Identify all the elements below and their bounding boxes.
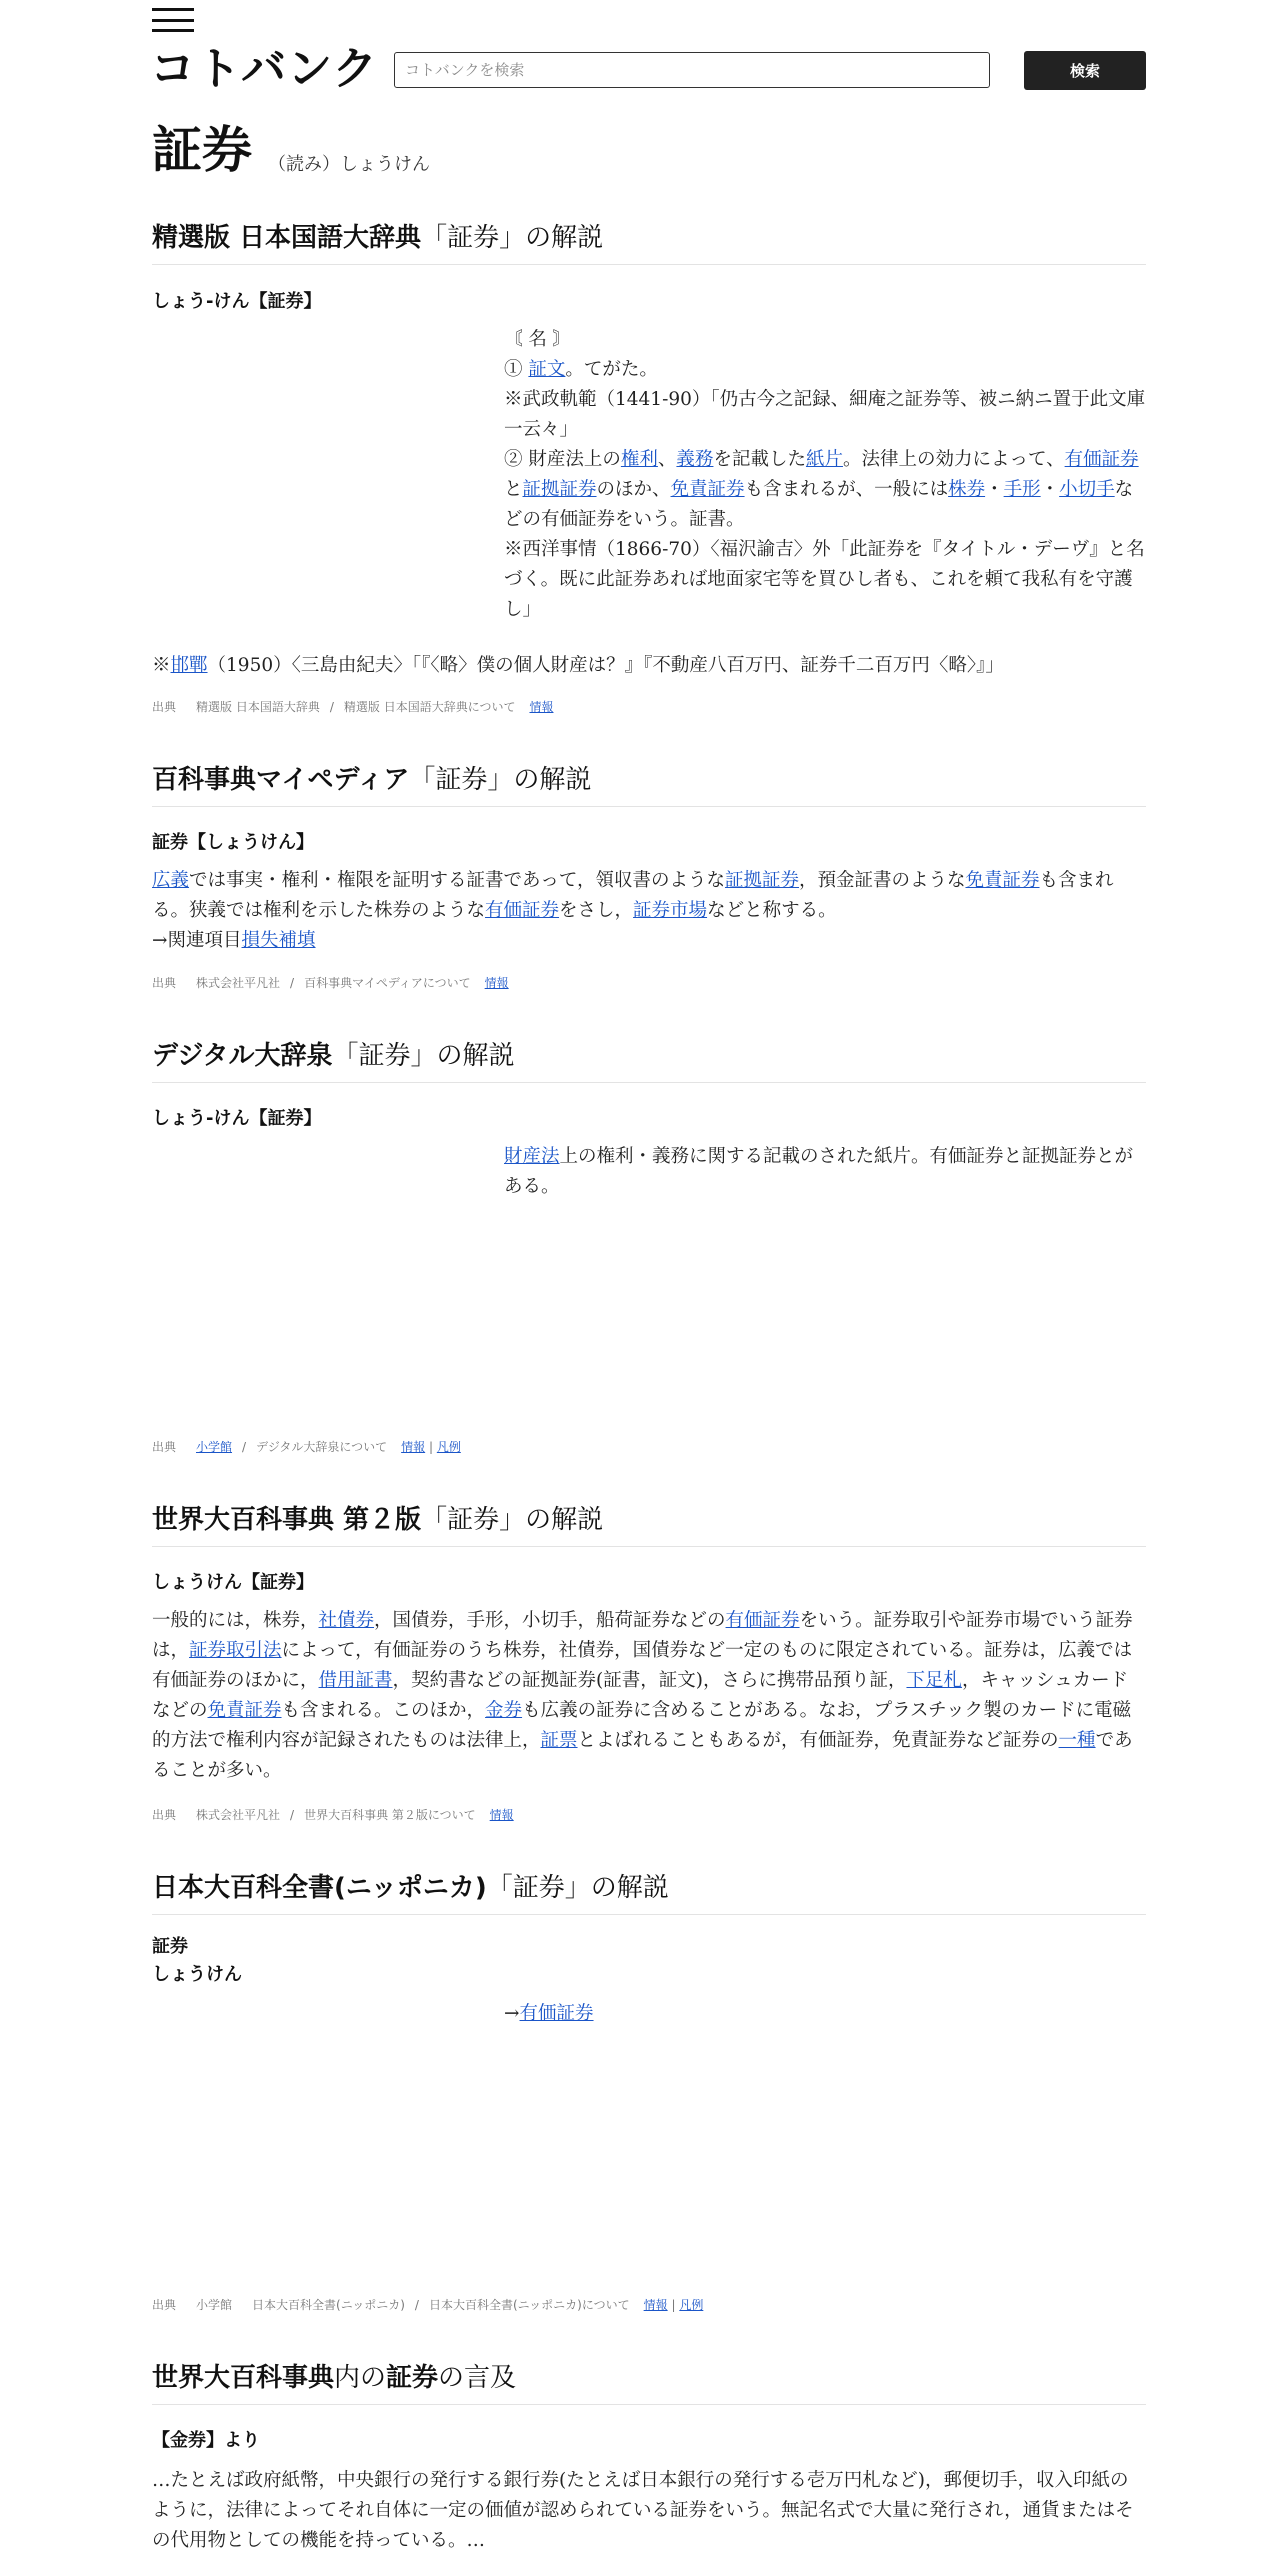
link-shasaiken[interactable]: 社債券	[318, 1610, 375, 1631]
citation-2: ※西洋事情（1866‐70）〈福沢諭吉〉外「此証券を『タイトル・デーヴ』と名づく。既に此証券あれば地面家宅等を買ひし者も、これを頼て我私有を守護し」	[504, 539, 1145, 620]
definition-body: 広義では事実・権利・権限を証明する証書であって，領収書のような証拠証券，預金証書のような免責証券も含まれる。狭義では権利を示した株券のような有価証券をさし，証券市場などと称する。 →関連項目損失補填	[152, 866, 1146, 956]
link-kogitte[interactable]: 小切手	[1059, 479, 1115, 500]
link-shoko-shoken[interactable]: 証拠証券	[522, 479, 597, 500]
definition-body: 財産法上の権利・義務に関する記載のされた紙片。有価証券と証拠証券とがある。	[504, 1146, 1134, 1197]
link-kantan[interactable]: 邯鄲	[170, 655, 208, 676]
link-shihen[interactable]: 紙片	[805, 449, 843, 470]
related-items: →関連項目損失補填	[152, 930, 316, 951]
citation-1: ※武政軌範（1441‐90）「仍古今之記録、細庵之証券等、被ニ納ニ置于此文庫一云々」	[504, 389, 1146, 440]
info-link[interactable]: 情報	[529, 700, 554, 714]
info-link[interactable]: 情報	[401, 1440, 426, 1454]
link-yuka-shoken[interactable]: 有価証券	[485, 900, 560, 921]
search-button[interactable]: 検索	[1024, 51, 1146, 90]
entry-headword: 証券	[152, 1936, 188, 1957]
link-yuka-shoken[interactable]: 有価証券	[519, 2003, 594, 2024]
source-line: 出典 精選版 日本国語大辞典 / 精選版 日本国語大辞典について 情報	[152, 700, 554, 714]
source-line: 出典 株式会社平凡社 / 百科事典マイペディアについて 情報	[152, 976, 509, 990]
link-shohyo[interactable]: 証票	[540, 1730, 578, 1751]
link-yuka-shoken[interactable]: 有価証券	[725, 1610, 800, 1631]
definition-1: ① 証文。てがた。	[504, 359, 658, 380]
link-kougi[interactable]: 広義	[152, 870, 190, 891]
section-heading-daijisen: デジタル大辞泉「証券」の解説	[152, 1036, 1146, 1083]
link-kinken[interactable]: 金券	[485, 1700, 523, 1721]
publisher-link[interactable]: 小学館	[196, 1440, 233, 1454]
link-kabuken[interactable]: 株券	[948, 479, 986, 500]
link-gesokufuda[interactable]: 下足札	[906, 1670, 962, 1691]
page-title: 証券	[152, 121, 252, 179]
definition-body: →有価証券	[504, 2003, 594, 2024]
mention-source: 【金券】より	[152, 2430, 260, 2451]
entry-headword: しょうけん【証券】	[152, 1572, 314, 1593]
dictionary-name: 百科事典マイペディア	[152, 765, 410, 795]
hanrei-link[interactable]: 凡例	[436, 1440, 461, 1454]
link-zaisanho[interactable]: 財産法	[504, 1146, 560, 1167]
section-heading-seisenban	[152, 218, 1146, 265]
link-gimu[interactable]: 義務	[676, 449, 714, 470]
definition-2: ② 財産法上の権利、義務を記載した紙片。法律上の効力によって、有価証券と証拠証券のほか、免責証券も含まれるが、一般には株券・手形・小切手などの有価証券をいう。証書。	[504, 449, 1139, 530]
link-shoumon[interactable]: 証文	[528, 359, 566, 380]
section-heading-mypedia: 百科事典マイペディア「証券」の解説	[152, 760, 1146, 807]
word-reading: （読み）しょうけん	[268, 154, 430, 175]
link-shoko-shoken[interactable]: 証拠証券	[724, 870, 799, 891]
hanrei-link[interactable]: 凡例	[679, 2298, 704, 2312]
section-heading-mentions: 世界大百科事典内の証券の言及	[152, 2358, 1146, 2405]
info-link[interactable]: 情報	[484, 976, 509, 990]
link-menseki-shoken[interactable]: 免責証券	[670, 479, 745, 500]
search-input[interactable]	[394, 52, 990, 88]
definition-body: 一般的には，株券，社債券，国債券，手形，小切手，船荷証券などの有価証券をいう。証券取引や証券市場でいう証券は，証券取引法によって，有価証券のうち株券，社債券，国債券など一定のものに限定されている。証券は，広義では有価証券のほかに，借用証書，契約書などの証拠証券(証書，証文)，さらに携帯品預り証，下足札，キャッシュカードなどの免責証券も含まれる。このほか，金券も広義の証券に含めることがある。なお，プラスチック製のカードに電磁的方法で権利内容が記録されたものは法律上，証票とよばれることもあるが，有価証券，免責証券など証券の一種であることが多い。	[152, 1610, 1133, 1781]
hamburger-menu-icon[interactable]	[152, 8, 194, 32]
dictionary-name: 精選版 日本国語大辞典	[152, 223, 422, 253]
link-menseki-shoken[interactable]: 免責証券	[965, 870, 1040, 891]
mention-excerpt: …たとえば政府紙幣，中央銀行の発行する銀行券(たとえば日本銀行の発行する壱万円札など)，郵便切手，収入印紙のように，法律によってそれ自体に一定の価値が認められている証券をいう。無記名式で大量に発行され，通貨またはその代用物としての機能を持っている。…	[152, 2470, 1134, 2551]
link-kenri[interactable]: 権利	[620, 449, 658, 470]
dictionary-name: デジタル大辞泉	[152, 1041, 333, 1071]
link-shakuyo-shosho[interactable]: 借用証書	[318, 1670, 393, 1691]
definition-body	[504, 325, 1146, 625]
site-logo[interactable]: コトバンク	[150, 42, 379, 95]
info-link[interactable]: 情報	[489, 1808, 514, 1822]
entry-headword: 証券【しょうけん】	[152, 832, 314, 853]
link-tegata[interactable]: 手形	[1003, 479, 1041, 500]
source-line: 出典 小学館 日本大百科全書(ニッポニカ) / 日本大百科全書(ニッポニカ)について 情報 | 凡例	[152, 2298, 704, 2312]
entry-reading: しょうけん	[152, 1964, 242, 1985]
source-line: 出典 株式会社平凡社 / 世界大百科事典 第２版について 情報	[152, 1808, 514, 1822]
info-link[interactable]: 情報	[643, 2298, 668, 2312]
link-menseki-shoken[interactable]: 免責証券	[207, 1700, 282, 1721]
section-heading-nipponica: 日本大百科全書(ニッポニカ)「証券」の解説	[152, 1868, 1146, 1915]
dictionary-name: 日本大百科全書(ニッポニカ)	[152, 1873, 487, 1903]
heading-suffix: 「証券」の解説	[421, 223, 604, 253]
section-heading-sekai-daihyakka: 世界大百科事典 第２版「証券」の解説	[152, 1500, 1146, 1547]
dictionary-name: 世界大百科事典 第２版	[152, 1505, 422, 1535]
source-line: 出典 小学館 / デジタル大辞泉について 情報 | 凡例	[152, 1440, 461, 1454]
link-sonshitsu-hoten[interactable]: 損失補填	[241, 930, 316, 951]
link-shoken-torihikiho[interactable]: 証券取引法	[189, 1640, 282, 1661]
entry-headword: しょう‐けん【証券】	[152, 1108, 322, 1129]
citation-3: ※邯鄲（1950）〈三島由紀夫〉「『〈略〉僕の個人財産は？』『不動産八百万円、証券千二百万円〈略〉』」	[152, 655, 1004, 676]
link-yuka-shoken[interactable]: 有価証券	[1064, 449, 1139, 470]
link-shoken-shijo[interactable]: 証券市場	[633, 900, 708, 921]
entry-headword: しょう‐けん【証券】	[152, 291, 322, 312]
part-of-speech: 〘 名 〙	[504, 329, 572, 350]
link-isshu[interactable]: 一種	[1058, 1730, 1096, 1751]
